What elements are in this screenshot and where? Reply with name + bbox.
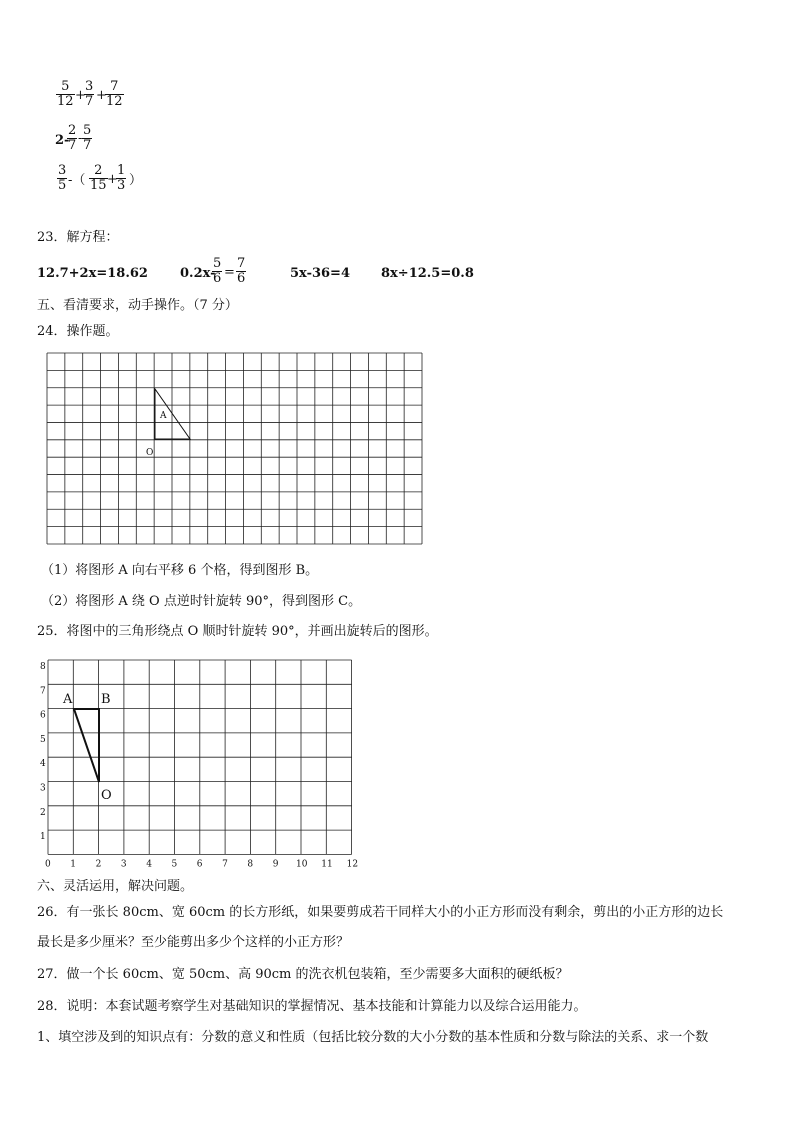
fraction: $\frac{3}{5}$ <box>58 163 67 193</box>
equation-1: 12.7+2x=18.62 <box>37 266 148 281</box>
x-tick-label: 9 <box>272 859 279 870</box>
triangle-abo <box>74 709 99 782</box>
label-o: O <box>146 448 154 458</box>
y-tick-label: 1 <box>40 832 46 843</box>
fraction: $\frac{2}{15}$ <box>90 163 107 193</box>
question-23-title: 23．解方程： <box>37 230 119 245</box>
x-tick-label: 7 <box>222 859 228 870</box>
label-b: B <box>101 692 111 707</box>
question-24-title: 24．操作题。 <box>37 324 119 339</box>
fraction: $\frac{7}{6}$ <box>237 256 246 286</box>
x-tick-label: 6 <box>196 859 203 870</box>
coordinate-grid-25 <box>30 652 360 872</box>
y-tick-label: 4 <box>40 759 46 770</box>
section-5-heading: 五、看清要求，动手操作。（7 分） <box>37 298 238 313</box>
fraction: $\frac{5}{7}$ <box>83 123 92 153</box>
fraction: $\frac{5}{6}$ <box>213 256 222 286</box>
note-1: 1、填空涉及到的知识点有：分数的意义和性质（包括比较分数的大小分数的基本性质和分数与除法的关系、求一个数 <box>37 1030 709 1045</box>
label-a: A <box>160 411 167 421</box>
question-27: 27．做一个长 60cm、宽 50cm、高 90cm 的洗衣机包装箱，至少需要多大面积的硬纸板？ <box>37 967 569 982</box>
y-tick-label: 8 <box>40 662 46 672</box>
question-24-part-1: （1）将图形 A 向右平移 6 个格，得到图形 B。 <box>41 563 319 578</box>
fraction: $\frac{7}{12}$ <box>106 79 123 109</box>
fraction: $\frac{1}{3}$ <box>117 163 126 193</box>
y-tick-label: 5 <box>40 734 46 745</box>
grid-figure-24 <box>47 353 423 545</box>
x-tick-label: 5 <box>171 859 178 870</box>
question-25-title: 25．将图中的三角形绕点 O 顺时针旋转 90°，并画出旋转后的图形。 <box>37 624 438 639</box>
equation-3: 5x-36=4 <box>290 266 350 281</box>
x-tick-label: 2 <box>95 859 102 870</box>
x-tick-label: 0 <box>45 859 51 870</box>
x-tick-label: 8 <box>247 859 254 870</box>
y-tick-label: 7 <box>40 686 46 697</box>
question-28: 28．说明：本套试题考察学生对基础知识的掌握情况、基本技能和计算能力以及综合运用能力。 <box>37 999 587 1014</box>
label-o: O <box>101 788 112 803</box>
y-tick-label: 6 <box>40 710 46 721</box>
fraction: $\frac{5}{12}$ <box>57 79 74 109</box>
label-a: A <box>63 692 73 707</box>
equation-4: 8x÷12.5=0.8 <box>381 266 474 281</box>
y-tick-label: 2 <box>40 807 46 818</box>
x-tick-label: 12 <box>346 859 359 870</box>
question-24-part-2: （2）将图形 A 绕 O 点逆时针旋转 90°，得到图形 C。 <box>41 594 362 609</box>
fraction: $\frac{3}{7}$ <box>85 79 94 109</box>
x-tick-label: 3 <box>120 859 127 870</box>
section-6-heading: 六、灵活运用，解决问题。 <box>37 879 194 894</box>
y-tick-label: 3 <box>40 783 46 794</box>
x-tick-label: 1 <box>70 859 77 870</box>
question-26-line-1: 26．有一张长 80cm、宽 60cm 的长方形纸，如果要剪成若干同样大小的小正方形而没有剩余，剪出的小正方形的边长 <box>37 905 724 920</box>
x-tick-label: 11 <box>321 859 333 870</box>
question-26-line-2: 最长是多少厘米？至少能剪出多少个这样的小正方形？ <box>37 935 350 950</box>
x-tick-label: 4 <box>146 859 152 870</box>
equation-2-lead: 0.2x- <box>180 266 216 281</box>
x-tick-label: 10 <box>296 859 308 870</box>
fraction: $\frac{2}{7}$ <box>68 123 77 153</box>
